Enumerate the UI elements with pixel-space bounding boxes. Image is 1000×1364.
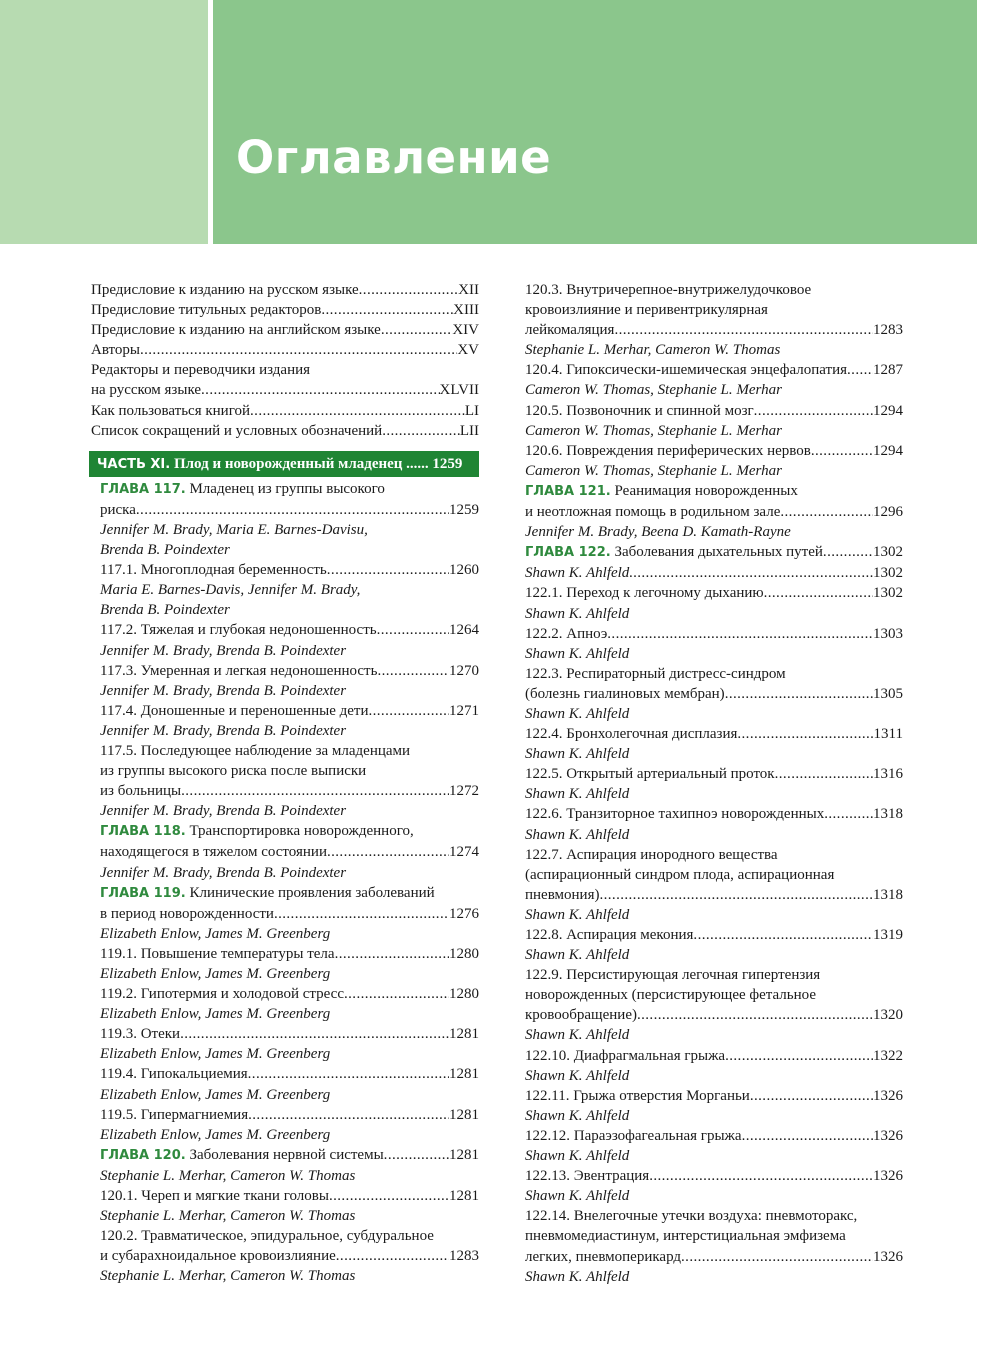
toc-entry-label: 122.11. Грыжа отверстия Морганьи	[525, 1087, 750, 1104]
toc-entry[interactable]	[91, 421, 479, 441]
chapter-number: ГЛАВА 122.	[525, 545, 611, 561]
toc-entry-label: 120.6. Повреждения периферических нервов	[525, 442, 811, 459]
toc-entry-page: 1276	[449, 905, 479, 922]
toc-entry-line[interactable]: 120.3. Внутричерепное-внутрижелудочковое	[525, 282, 812, 298]
toc-entry-page: 1272	[449, 783, 479, 800]
toc-entry[interactable]	[91, 320, 479, 340]
chapter-heading[interactable]	[100, 479, 479, 500]
toc-entry[interactable]	[100, 781, 479, 801]
authors: Stephanie L. Merhar, Cameron W. Thomas	[525, 342, 781, 359]
toc-entry-page: 1280	[449, 986, 479, 1003]
dot-leader	[344, 984, 449, 1004]
dot-leader	[329, 1186, 449, 1206]
toc-entry-line[interactable]: кровоизлияние и перивентрикулярная	[525, 302, 768, 319]
dot-leader	[181, 781, 449, 801]
chapter-heading-label	[525, 542, 823, 563]
toc-entry-page: 1296	[873, 504, 903, 521]
dot-leader	[811, 441, 873, 461]
toc-entry-page: 1281	[449, 1026, 479, 1043]
toc-entry[interactable]	[525, 804, 903, 824]
toc-entry[interactable]	[100, 1186, 479, 1206]
chapter-title: Реанимация новорожденных	[610, 482, 798, 499]
toc-entry-label: 117.2. Тяжелая и глубокая недоношенность	[100, 622, 377, 639]
dot-leader	[201, 380, 440, 400]
dot-leader	[336, 1246, 449, 1266]
dot-leader	[136, 500, 449, 520]
toc-entry[interactable]	[91, 340, 479, 360]
toc-entry-page: 1302	[873, 585, 903, 602]
authors: Elizabeth Enlow, James M. Greenberg	[100, 966, 331, 982]
dot-leader	[693, 925, 873, 945]
toc-entry-page: 1281	[449, 1066, 479, 1083]
toc-entry-label: Shawn K. Ahlfeld	[525, 565, 630, 582]
toc-entry-label: 119.3. Отеки	[100, 1026, 181, 1043]
toc-entry-page: 1259	[449, 501, 479, 518]
toc-entry-page: 1319	[873, 927, 903, 943]
chapter-heading-label	[100, 1145, 384, 1166]
dot-leader	[384, 1145, 449, 1165]
part-prefix: ЧАСТЬ XI.	[97, 456, 171, 472]
part-title: Плод и новорожденный младенец	[170, 455, 403, 472]
toc-entry-line[interactable]: 122.14. Внелегочные утечки воздуха: пневмоторакс,	[525, 1208, 858, 1225]
dot-leader	[775, 764, 873, 784]
dot-leader	[823, 542, 873, 562]
toc-entry-label: 122.6. Транзиторное тахипноэ новорожденных	[525, 806, 825, 823]
dot-leader	[599, 885, 873, 905]
authors: Elizabeth Enlow, James M. Greenberg	[100, 1006, 331, 1023]
toc-entry-label: 122.12. Параэзофагеальная грыжа	[525, 1127, 742, 1144]
chapter-number: ГЛАВА 117.	[100, 481, 186, 497]
toc-entry[interactable]	[100, 842, 479, 862]
authors: Elizabeth Enlow, James M. Greenberg	[100, 1126, 331, 1143]
chapter-title: Младенец из группы высокого	[185, 480, 385, 497]
chapter-heading[interactable]	[525, 481, 903, 502]
toc-entry[interactable]	[525, 684, 903, 704]
toc-entry[interactable]	[525, 624, 903, 644]
toc-entry-label: легких, пневмоперикард	[525, 1248, 682, 1265]
authors: Jennifer M. Brady, Maria E. Barnes-Davisu,	[100, 521, 368, 538]
toc-entry[interactable]	[100, 500, 479, 520]
toc-entry[interactable]	[525, 563, 903, 583]
toc-entry-page: XIII	[453, 302, 479, 319]
toc-entry-label: 122.4. Бронхолегочная дисплазия	[525, 726, 738, 743]
toc-entry-page: 1270	[449, 662, 479, 679]
toc-entry-label: и субарахноидальное кровоизлияние	[100, 1248, 336, 1265]
toc-entry-line[interactable]: новорожденных (персистирующее фетальное	[525, 987, 816, 1004]
toc-entry-page: 1281	[449, 1146, 479, 1163]
toc-entry[interactable]	[525, 360, 903, 380]
toc-entry-label: 122.2. Апноэ	[525, 625, 608, 642]
toc-entry-label: на русском языке	[91, 382, 202, 399]
dot-leader	[681, 1247, 873, 1267]
toc-entry[interactable]	[525, 1247, 903, 1267]
toc-entry[interactable]	[100, 1246, 479, 1266]
toc-entry-page: 1302	[873, 565, 903, 582]
chapter-heading[interactable]	[100, 883, 479, 904]
toc-entry-page: 1326	[873, 1168, 903, 1185]
toc-left-column	[91, 280, 479, 1287]
chapter-title: Заболевания нервной системы	[185, 1146, 384, 1163]
toc-entry-page: 1281	[449, 1106, 479, 1123]
dot-leader	[614, 320, 873, 340]
dot-leader	[250, 401, 465, 421]
dot-leader	[335, 944, 449, 964]
dot-leader	[607, 624, 873, 644]
dot-leader	[180, 1024, 449, 1044]
toc-entry-page: 1320	[873, 1007, 903, 1024]
part-banner[interactable]	[89, 451, 479, 477]
toc-entry[interactable]	[100, 661, 479, 681]
dot-leader	[847, 360, 873, 380]
toc-entry-label: Предисловие к изданию на английском языке	[91, 322, 381, 339]
toc-entry-label: Как пользоваться книгой	[91, 402, 251, 419]
header-right-band	[213, 0, 977, 244]
chapter-title: Транспортировка новорожденного,	[185, 823, 414, 840]
authors: Jennifer M. Brady, Brenda B. Poindexter	[100, 642, 347, 659]
toc-entry[interactable]	[525, 925, 903, 945]
toc-entry[interactable]	[91, 280, 479, 300]
toc-entry-page: 1305	[873, 685, 903, 702]
toc-entry-line[interactable]: 120.2. Травматическое, эпидуральное, субдуральное	[100, 1228, 434, 1245]
toc-entry-label: 119.4. Гипокальциемия	[100, 1066, 248, 1083]
dot-leader	[140, 340, 457, 360]
toc-entry-page: 1294	[873, 402, 903, 419]
toc-entry-page: 1326	[873, 1127, 903, 1144]
toc-entry-page: 1318	[873, 886, 903, 903]
toc-entry-label: (болезнь гиалиновых мембран)	[525, 685, 725, 702]
dot-leader	[248, 1064, 449, 1084]
authors: Shawn K. Ahlfeld	[525, 786, 630, 803]
toc-entry-line[interactable]: 122.3. Респираторный дистресс-синдром	[525, 665, 786, 682]
toc-entry[interactable]	[91, 401, 479, 421]
chapter-heading[interactable]	[100, 1145, 479, 1166]
toc-entry-label: лейкомаляция	[525, 322, 615, 339]
toc-entry[interactable]	[525, 885, 903, 905]
dot-leader	[649, 1166, 873, 1186]
toc-entry-line[interactable]: из группы высокого риска после выписки	[100, 763, 367, 780]
authors: Cameron W. Thomas, Stephanie L. Merhar	[525, 422, 782, 439]
authors: Shawn K. Ahlfeld	[525, 1027, 630, 1044]
toc-entry[interactable]	[100, 701, 479, 721]
authors: Shawn K. Ahlfeld	[525, 1268, 630, 1285]
toc-entry-label: 122.1. Переход к легочному дыханию	[525, 585, 764, 602]
authors: Brenda B. Poindexter	[100, 602, 230, 619]
toc-entry-label: 120.4. Гипоксически-ишемическая энцефалопатия	[525, 362, 848, 379]
dot-leader	[750, 1086, 873, 1106]
dot-leader	[274, 904, 449, 924]
toc-entry-label: 122.13. Эвентрация	[525, 1168, 650, 1185]
toc-entry-label: находящегося в тяжелом состоянии	[100, 844, 327, 861]
toc-entry-line[interactable]: пневмомедиастинум, интерстициальная эмфизема	[525, 1228, 846, 1245]
dot-leader	[381, 320, 453, 340]
dot-leader	[382, 421, 460, 441]
toc-entry-label: пневмония)	[525, 886, 600, 903]
toc-entry-page: 1322	[873, 1047, 903, 1064]
dot-leader	[824, 804, 873, 824]
authors: Shawn K. Ahlfeld	[525, 1188, 630, 1205]
toc-entry[interactable]	[100, 1064, 479, 1084]
toc-entry-page: 1318	[873, 806, 903, 823]
dot-leader	[327, 560, 449, 580]
chapter-heading[interactable]	[100, 821, 479, 842]
authors: Elizabeth Enlow, James M. Greenberg	[100, 1086, 331, 1103]
toc-entry-page: 1281	[449, 1188, 479, 1205]
toc-entry[interactable]	[100, 560, 479, 580]
dot-leader	[737, 724, 873, 744]
dot-leader	[368, 701, 449, 721]
dot-leader	[780, 502, 873, 522]
toc-entry[interactable]	[525, 401, 903, 421]
toc-entry-label: Предисловие к изданию на русском языке	[91, 282, 359, 298]
toc-entry-label: Предисловие титульных редакторов	[91, 302, 322, 319]
toc-entry[interactable]	[525, 320, 903, 340]
authors: Jennifer M. Brady, Brenda B. Poindexter	[100, 682, 347, 699]
authors: Jennifer M. Brady, Beena D. Kamath-Rayne	[525, 524, 791, 541]
authors: Cameron W. Thomas, Stephanie L. Merhar	[525, 462, 782, 479]
toc-entry-label: 122.8. Аспирация мекония	[525, 927, 694, 943]
toc-right-column	[525, 280, 903, 1287]
authors: Shawn K. Ahlfeld	[525, 826, 630, 843]
toc-entry-label: 120.5. Позвоночник и спинной мозг	[525, 402, 754, 419]
toc-entry[interactable]	[91, 380, 479, 400]
toc-entry-label: в период новорожденности	[100, 905, 274, 922]
authors: Stephanie L. Merhar, Cameron W. Thomas	[100, 1208, 356, 1225]
authors: Cameron W. Thomas, Stephanie L. Merhar	[525, 382, 782, 399]
toc-entry[interactable]	[525, 1126, 903, 1146]
toc-entry-line[interactable]: 122.9. Персистирующая легочная гипертензия	[525, 967, 821, 984]
toc-entry-label: 119.2. Гипотермия и холодовой стресс	[100, 986, 344, 1003]
toc-entry[interactable]	[525, 1046, 903, 1066]
dot-leader	[725, 1046, 873, 1066]
toc-entry[interactable]	[525, 724, 903, 744]
toc-entry-page: 1326	[873, 1087, 903, 1104]
toc-entry-line[interactable]: 122.7. Аспирация инородного вещества	[525, 846, 778, 863]
dot-leader	[377, 661, 449, 681]
toc-entry-page: 1280	[449, 945, 479, 962]
toc-entry-page: 1283	[449, 1248, 479, 1265]
authors: Elizabeth Enlow, James M. Greenberg	[100, 1046, 331, 1063]
toc-entry-label: 120.1. Череп и мягкие ткани головы	[100, 1188, 329, 1205]
dot-leader	[725, 684, 873, 704]
toc-entry-page: 1264	[449, 622, 479, 639]
authors: Shawn K. Ahlfeld	[525, 1148, 630, 1165]
toc-entry-line[interactable]: Редакторы и переводчики издания	[91, 362, 311, 379]
toc-entry[interactable]	[525, 441, 903, 461]
authors: Shawn K. Ahlfeld	[525, 605, 630, 622]
dot-leader	[321, 300, 453, 320]
toc-entry-page: 1302	[873, 544, 903, 561]
toc-entry[interactable]	[525, 764, 903, 784]
toc-entry-label: 122.5. Открытый артериальный проток	[525, 766, 775, 783]
header-left-band	[0, 0, 208, 244]
toc-entry-label: 119.5. Гипермагниемия	[100, 1106, 249, 1123]
toc-left-entries	[91, 479, 479, 1287]
toc-entry-label: 119.1. Повышение температуры тела	[100, 945, 335, 962]
part-dots: ......	[402, 455, 429, 472]
toc-entry-page: 1294	[873, 442, 903, 459]
toc-entry[interactable]	[525, 1005, 903, 1025]
dot-leader	[327, 842, 449, 862]
authors: Stephanie L. Merhar, Cameron W. Thomas	[100, 1268, 356, 1285]
toc-entry-page: LI	[464, 402, 479, 419]
toc-entry[interactable]	[100, 1024, 479, 1044]
toc-entry[interactable]	[100, 984, 479, 1004]
toc-entry-page: 1326	[873, 1248, 903, 1265]
toc-entry-page: 1274	[449, 844, 479, 861]
authors: Shawn K. Ahlfeld	[525, 645, 630, 662]
toc-entry-label: из больницы	[100, 783, 182, 800]
dot-leader	[742, 1126, 873, 1146]
toc-entry-page: 1287	[873, 362, 903, 379]
toc-entry-label: 122.10. Диафрагмальная грыжа	[525, 1047, 726, 1064]
chapter-number: ГЛАВА 121.	[525, 483, 611, 499]
toc-entry-label: Авторы	[91, 342, 140, 359]
toc-entry-label: риска	[100, 501, 136, 518]
chapter-title: Заболевания дыхательных путей	[610, 544, 823, 561]
dot-leader	[248, 1105, 449, 1125]
authors: Shawn K. Ahlfeld	[525, 906, 630, 923]
part-page: 1259	[428, 455, 463, 472]
toc-entry-page: XV	[457, 342, 479, 359]
toc-entry[interactable]	[525, 1086, 903, 1106]
toc-entry-page: 1271	[449, 702, 479, 719]
dot-leader	[377, 620, 449, 640]
toc-entry-label: кровообращение)	[525, 1007, 637, 1024]
authors: Maria E. Barnes-Davis, Jennifer M. Brady,	[100, 582, 361, 599]
authors: Jennifer M. Brady, Brenda B. Poindexter	[100, 803, 347, 820]
toc-entry[interactable]	[91, 300, 479, 320]
toc-entry-line[interactable]: (аспирационный синдром плода, аспирационная	[525, 866, 835, 883]
authors: Elizabeth Enlow, James M. Greenberg	[100, 925, 331, 942]
toc-entry[interactable]	[100, 944, 479, 964]
toc-entry-page: XIV	[452, 322, 479, 339]
authors: Shawn K. Ahlfeld	[525, 1067, 630, 1084]
toc-entry-page: 1303	[873, 625, 903, 642]
toc-entry-label: и неотложная помощь в родильном зале	[525, 504, 781, 521]
toc-entry[interactable]	[100, 620, 479, 640]
chapter-heading[interactable]	[525, 542, 903, 563]
toc-entry-page: 1283	[873, 322, 903, 339]
page-title: Оглавление	[236, 131, 552, 184]
chapter-title: Клинические проявления заболеваний	[185, 884, 435, 901]
toc-entry[interactable]	[100, 904, 479, 924]
dot-leader	[637, 1005, 873, 1025]
chapter-number: ГЛАВА 119.	[100, 885, 186, 901]
toc-entry-page: 1311	[873, 726, 903, 743]
toc-entry-page: 1260	[449, 562, 479, 579]
toc-entry[interactable]	[525, 1166, 903, 1186]
authors: Stephanie L. Merhar, Cameron W. Thomas	[100, 1167, 356, 1184]
toc-entry-page: XLVII	[439, 382, 479, 399]
authors: Shawn K. Ahlfeld	[525, 746, 630, 763]
authors: Jennifer M. Brady, Brenda B. Poindexter	[100, 864, 347, 881]
toc-entry-page: 1316	[873, 766, 903, 783]
authors: Shawn K. Ahlfeld	[525, 947, 630, 964]
toc-entry[interactable]	[525, 583, 903, 603]
dot-leader	[754, 401, 873, 421]
dot-leader	[359, 280, 459, 300]
toc-entry-label: 117.3. Умеренная и легкая недоношенность	[100, 662, 378, 679]
toc-entry[interactable]	[525, 502, 903, 522]
authors: Brenda B. Poindexter	[100, 542, 230, 559]
chapter-number: ГЛАВА 118.	[100, 824, 186, 840]
dot-leader	[764, 583, 873, 603]
toc-entry-label: 117.4. Доношенные и переношенные дети	[100, 702, 369, 719]
toc-entry-label: 117.1. Многоплодная беременность	[100, 562, 327, 579]
chapter-number: ГЛАВА 120.	[100, 1147, 186, 1163]
toc-entry-page: XII	[458, 282, 479, 298]
toc-entry[interactable]	[100, 1105, 479, 1125]
toc-entry-label: Список сокращений и условных обозначений	[91, 422, 383, 439]
authors: Jennifer M. Brady, Brenda B. Poindexter	[100, 722, 347, 739]
authors: Shawn K. Ahlfeld	[525, 1107, 630, 1124]
authors: Shawn K. Ahlfeld	[525, 705, 630, 722]
toc-entry-line[interactable]: 117.5. Последующее наблюдение за младенцами	[100, 742, 411, 759]
dot-leader	[629, 563, 873, 583]
toc-entry-page: LII	[459, 422, 479, 439]
